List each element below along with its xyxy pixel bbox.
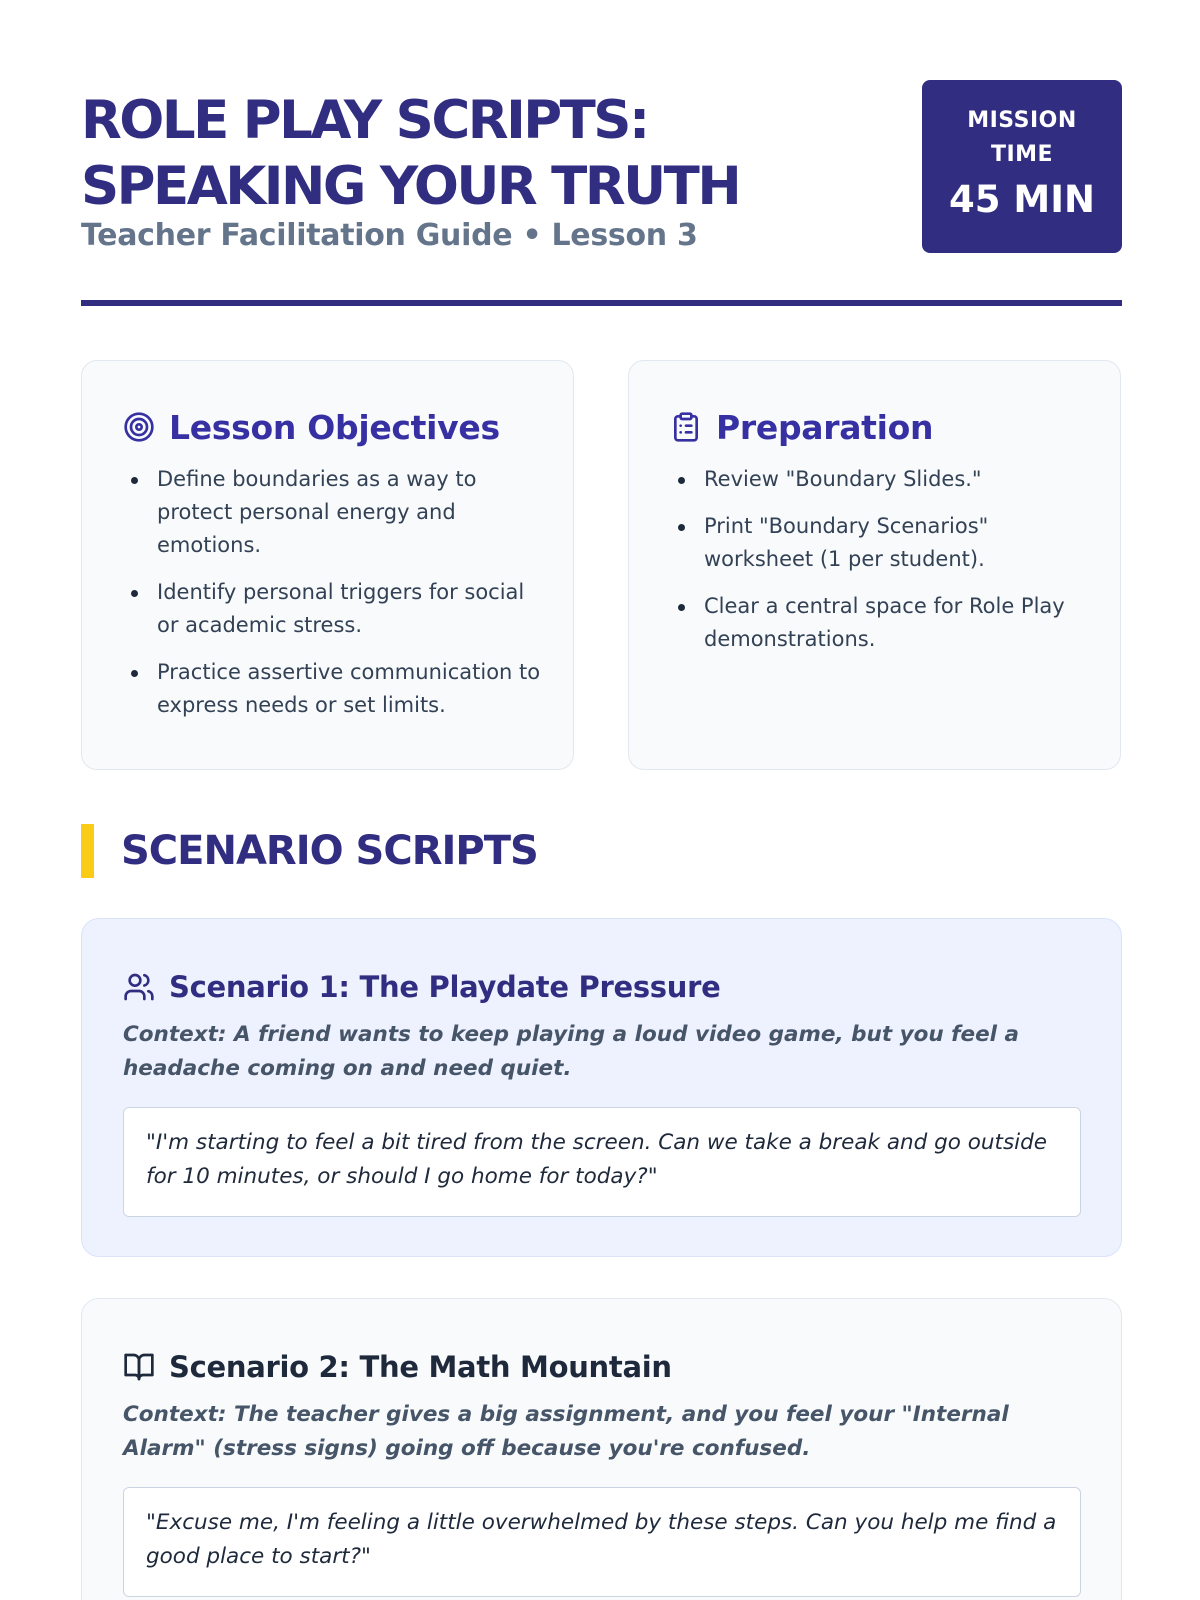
clipboard-icon xyxy=(670,411,702,443)
header-divider xyxy=(81,300,1122,306)
mission-time-value: 45 MIN xyxy=(949,178,1095,221)
scenario-card-2 xyxy=(81,1298,1122,1600)
title-line-2: SPEAKING YOUR TRUTH xyxy=(81,156,740,217)
book-open-icon xyxy=(123,1351,155,1383)
scenario-context: Context: A friend wants to keep playing a loud video game, but you feel a headache coming on and need quiet. xyxy=(123,1022,1020,1081)
list-item: Clear a central space for Role Play demonstrations. xyxy=(670,590,1090,656)
scenario-card-1 xyxy=(81,918,1122,1257)
scenario-script: "I'm starting to feel a bit tired from the screen. Can we take a break and go outside for 10 minutes, or should I go home for today?" xyxy=(123,1107,1081,1217)
preparation-list xyxy=(670,463,1090,670)
list-item: Define boundaries as a way to protect personal energy and emotions. xyxy=(123,463,543,562)
lesson-page xyxy=(81,0,1122,1600)
page-subtitle: Teacher Facilitation Guide • Lesson 3 xyxy=(81,218,698,253)
scenario-header xyxy=(123,1347,672,1387)
scenario-title: Scenario 1: The Playdate Pressure xyxy=(169,970,721,1004)
users-icon xyxy=(123,971,155,1003)
section-accent-bar xyxy=(81,824,94,878)
list-item: Practice assertive communication to express needs or set limits. xyxy=(123,656,543,722)
list-item: Identify personal triggers for social or academic stress. xyxy=(123,576,543,642)
scenario-context: Context: The teacher gives a big assignment, and you feel your "Internal Alarm" (stress signs) going off because you're confused. xyxy=(123,1402,1009,1461)
section-title: SCENARIO SCRIPTS xyxy=(121,828,538,874)
mission-time-label xyxy=(922,104,1122,172)
preparation-header xyxy=(670,405,933,449)
title-line-1: ROLE PLAY SCRIPTS: xyxy=(81,90,648,151)
objectives-card xyxy=(81,360,574,770)
scenario-header xyxy=(123,967,720,1007)
list-item: Review "Boundary Slides." xyxy=(670,463,1090,496)
preparation-card xyxy=(628,360,1121,770)
objectives-header xyxy=(123,405,500,449)
page-title xyxy=(81,88,861,220)
page-header xyxy=(81,80,1122,256)
mission-label-line-2: TIME xyxy=(990,142,1054,167)
mission-time-badge xyxy=(922,80,1122,253)
objectives-list xyxy=(123,463,543,736)
mission-label-line-1: MISSION xyxy=(967,108,1077,133)
objectives-title: Lesson Objectives xyxy=(169,407,500,447)
target-icon xyxy=(123,411,155,443)
scenario-title: Scenario 2: The Math Mountain xyxy=(169,1350,672,1384)
list-item: Print "Boundary Scenarios" worksheet (1 per student). xyxy=(670,510,1090,576)
scenario-script: "Excuse me, I'm feeling a little overwhelmed by these steps. Can you help me find a good place to start?" xyxy=(123,1487,1081,1597)
preparation-title: Preparation xyxy=(716,407,934,447)
